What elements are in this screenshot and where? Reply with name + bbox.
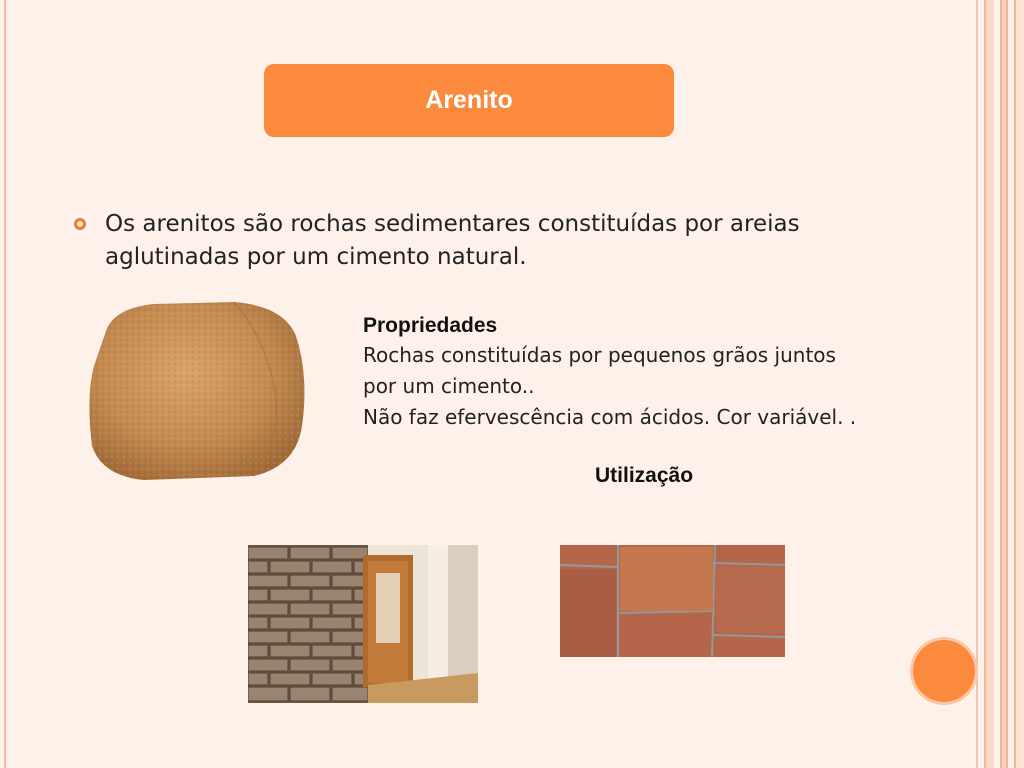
properties-line-3: Não faz efervescência com ácidos. Cor variável. . xyxy=(363,405,857,429)
left-border-decoration xyxy=(0,0,6,768)
bullet-text: Os arenitos são rochas sedimentares constituídas por areias aglutinadas por um cimento natural. xyxy=(105,211,800,270)
title-box xyxy=(264,64,674,137)
properties-block xyxy=(363,312,963,433)
orange-circle-decoration xyxy=(913,640,975,702)
properties-line-1: Rochas constituídas por pequenos grãos juntos xyxy=(363,343,836,367)
bullet-circle-icon xyxy=(74,218,86,230)
usage-heading: Utilização xyxy=(595,464,694,487)
sandstone-rock-image xyxy=(84,296,314,486)
slide-title: Arenito xyxy=(425,86,513,114)
sandstone-wall-image xyxy=(248,545,478,703)
properties-heading: Propriedades xyxy=(363,314,498,337)
sandstone-floor-image xyxy=(560,545,785,657)
right-border-decoration xyxy=(976,0,1024,768)
properties-line-2: por um cimento.. xyxy=(363,374,535,398)
